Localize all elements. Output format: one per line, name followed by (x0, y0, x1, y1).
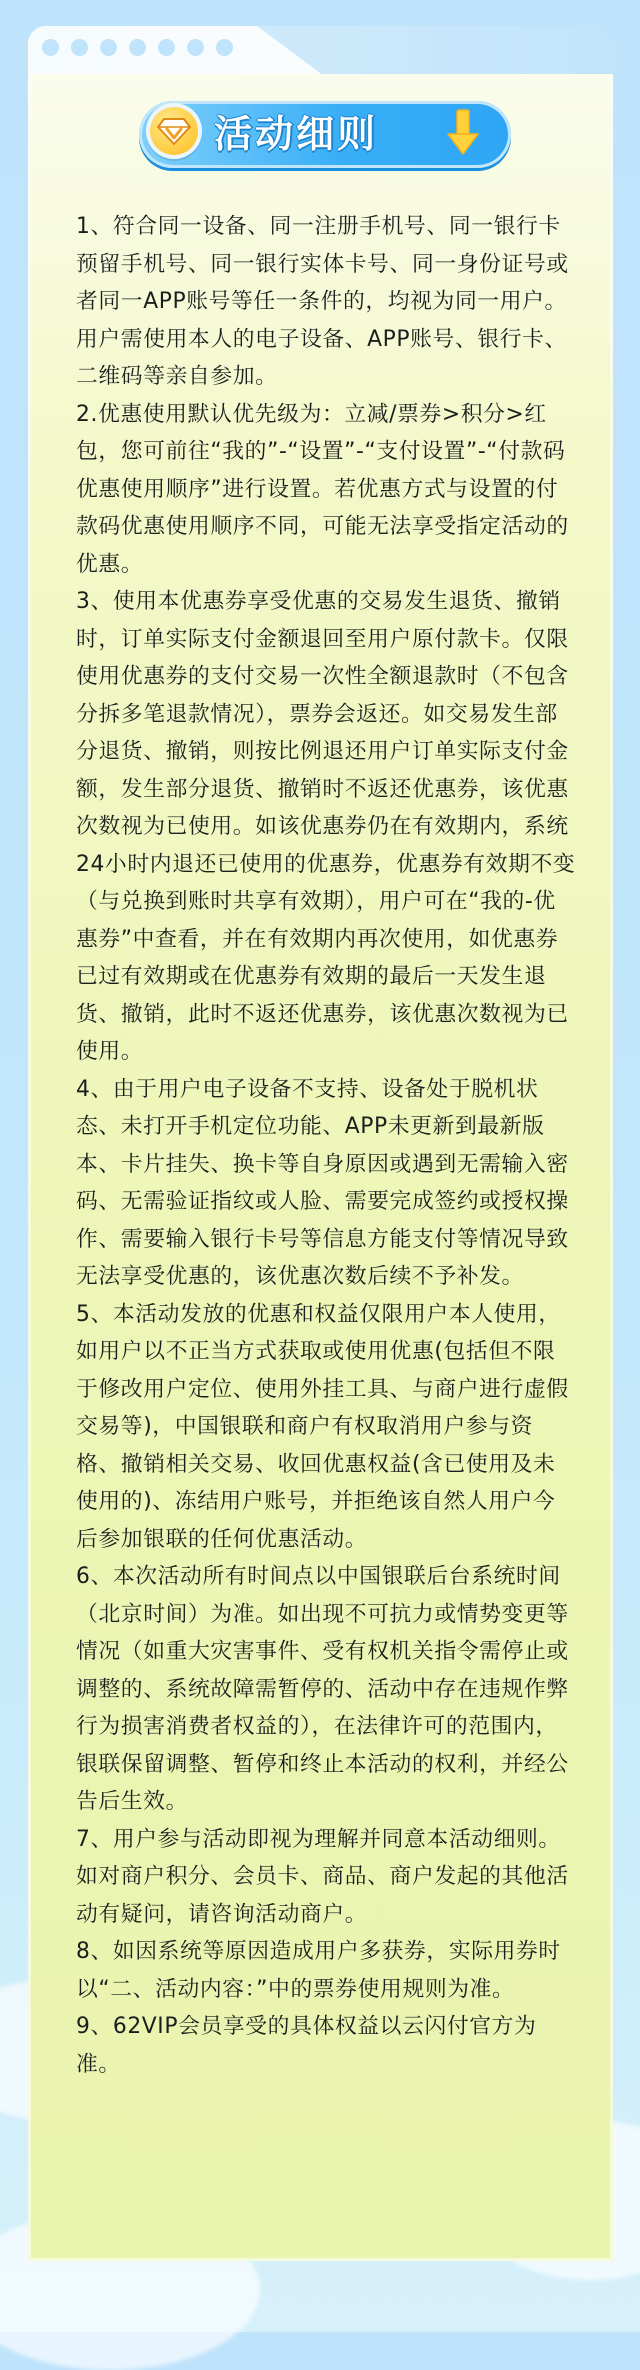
dot-icon (42, 39, 59, 56)
card-tab-notch (257, 26, 615, 74)
rules-list (76, 208, 576, 2083)
dot-icon (129, 39, 146, 56)
dot-icon (216, 39, 233, 56)
rule-item: 8、如因系统等原因造成用户多获券，实际用券时以“二、活动内容：”中的票券使用规则为准。 (76, 1939, 561, 2002)
card-header-bar (28, 26, 613, 74)
dot-icon (71, 39, 88, 56)
rule-item: 9、62VIP会员享受的具体权益以云闪付官方为准。 (76, 2014, 537, 2077)
rule-item: 3、使用本优惠券享受优惠的交易发生退货、撤销时，订单实际支付金额退回至用户原付款卡。仅限使用优惠券的支付交易一次性全额退款时（不包含分拆多笔退款情况），票券会返还。如交易发生部分退货、撤销，则按比例退还用户订单实际支付金额，发生部分退货、撤销时不返还优惠券，该优惠次数视为已使用。如该优惠券仍在有效期内，系统24小时内退还已使用的优惠券，优惠券有效期不变（与兑换到账时共享有效期），用户可在“我的-优惠券”中查看，并在有效期内再次使用，如优惠券已过有效期或在优惠券有效期的最后一天发生退货、撤销，此时不返还优惠券，该优惠次数视为已使用。 (76, 589, 576, 1064)
decorative-dots (42, 39, 233, 56)
dot-icon (100, 39, 117, 56)
rule-item: 4、由于用户电子设备不支持、设备处于脱机状态、未打开手机定位功能、APP未更新到最新版本、卡片挂失、换卡等自身原因或遇到无需输入密码、无需验证指纹或人脸、需要完成签约或授权操作、需要输入银行卡号等信息方能支付等情况导致无法享受优惠的，该优惠次数后续不予补发。 (76, 1076, 569, 1289)
arrow-down-icon (446, 108, 480, 158)
rule-item: 5、本活动发放的优惠和权益仅限用户本人使用，如用户以不正当方式获取或使用优惠(包括但不限于修改用户定位、使用外挂工具、与商户进行虚假交易等)，中国银联和商户有权取消用户参与资格、撤销相关交易、收回优惠权益(含已使用及未使用的)、冻结用户账号，并拒绝该自然人用户今后参加银联的任何优惠活动。 (76, 1301, 569, 1552)
rule-item: 1、符合同一设备、同一注册手机号、同一银行卡预留手机号、同一银行实体卡号、同一身份证号或者同一APP账号等任一条件的，均视为同一用户。用户需使用本人的电子设备、APP账号、银行卡、二维码等亲自参加。 (76, 214, 569, 389)
page-title: 活动细则 (214, 112, 379, 156)
rule-item: 2.优惠使用默认优先级为：立减/票券>积分>红包，您可前往“我的”-“设置”-“支付设置”-“付款码优惠使用顺序”进行设置。若优惠方式与设置的付款码优惠使用顺序不同，可能无法享受指定活动的优惠。 (76, 401, 569, 577)
rule-item: 7、用户参与活动即视为理解并同意本活动细则。如对商户积分、会员卡、商品、商户发起的其他活动有疑问，请咨询活动商户。 (76, 1826, 569, 1927)
diamond-icon (146, 103, 202, 159)
rule-item: 6、本次活动所有时间点以中国银联后台系统时间（北京时间）为准。如出现不可抗力或情势变更等情况（如重大灾害事件、受有权机关指令需停止或调整的、系统故障需暂停的、活动中存在违规作弊行为损害消费者权益的），在法律许可的范围内，银联保留调整、暂停和终止本活动的权利，并经公告后生效。 (76, 1564, 569, 1814)
dot-icon (158, 39, 175, 56)
dot-icon (187, 39, 204, 56)
